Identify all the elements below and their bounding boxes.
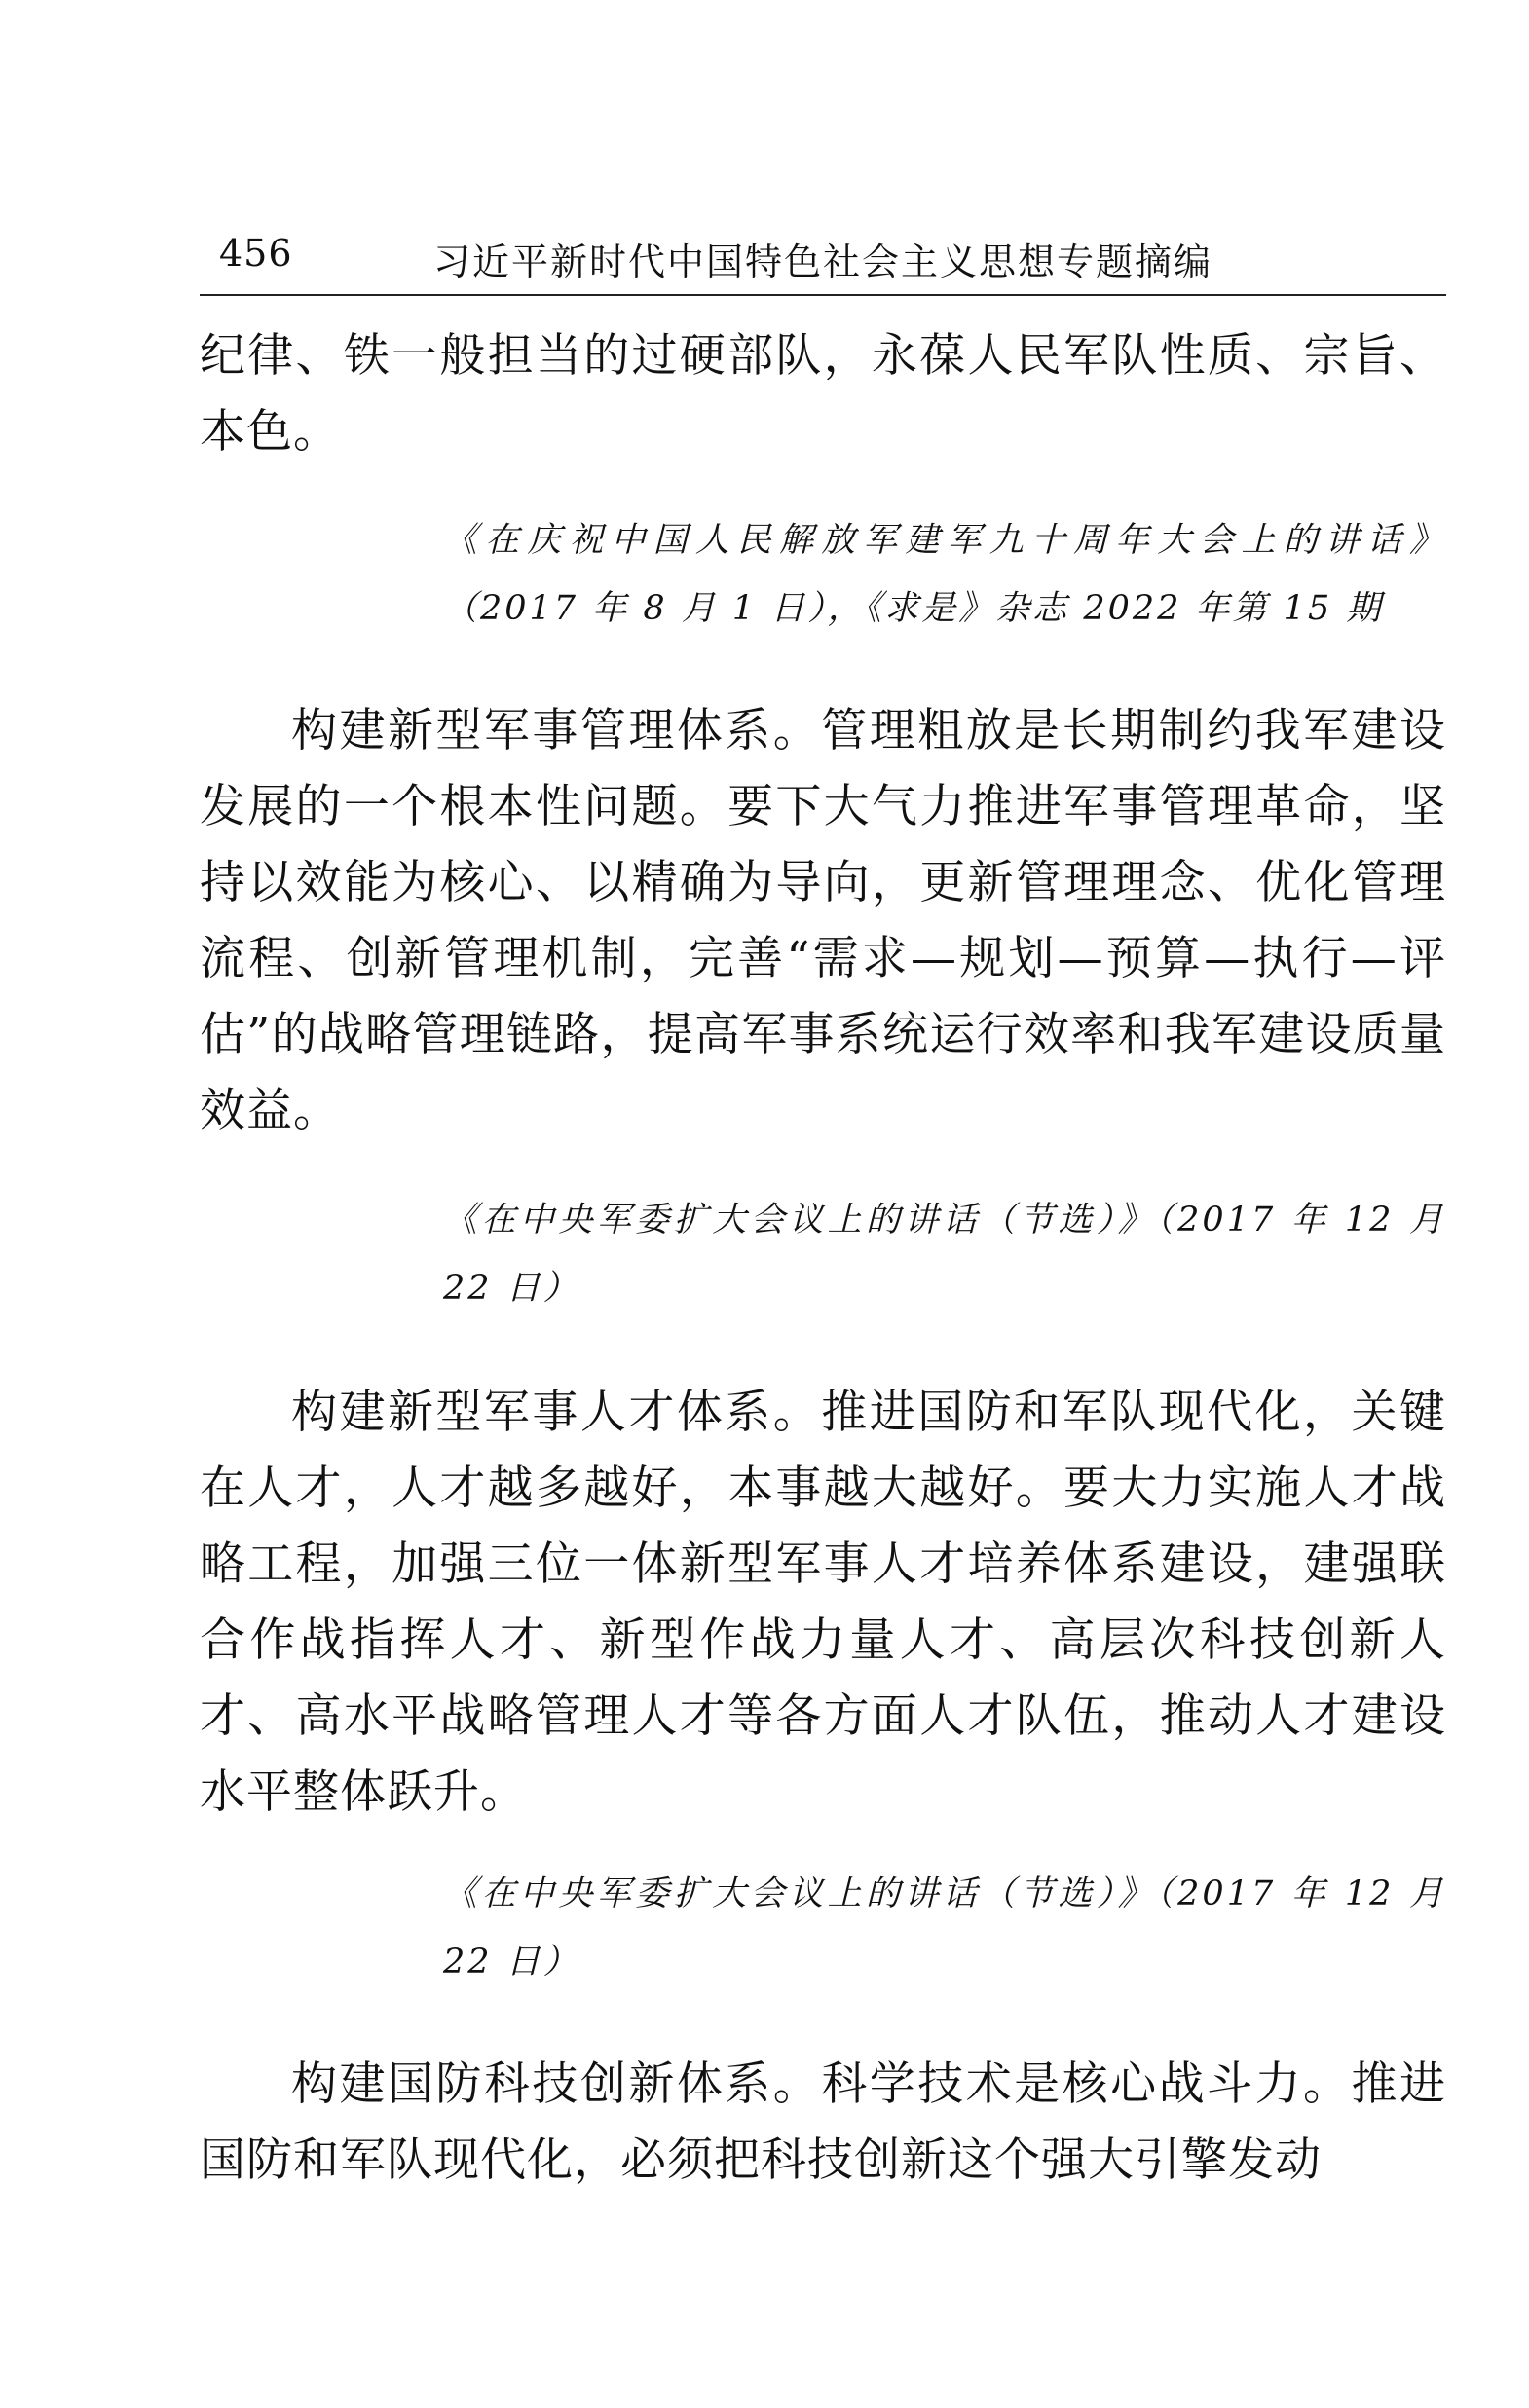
page-header: [200, 232, 1446, 292]
paragraph-military-talent: 构建新型军事人才体系。推进国防和军队现代化，关键在人才，人才越多越好，本事越大越好。要大力实施人才战略工程，加强三位一体新型军事人才培养体系建设，建强联合作战指挥人才、新型作战力量人才、高层次科技创新人才、高水平战略管理人才等各方面人才队伍，推动人才建设水平整体跃升。: [200, 1386, 1446, 1819]
page-number: 456: [219, 232, 293, 275]
source-citation: 《在中央军委扩大会议上的讲话（节选）》（2017 年 12 月 22 日）: [443, 1201, 1446, 1308]
source-citation: 《在中央军委扩大会议上的讲话（节选）》（2017 年 12 月 22 日）: [443, 1874, 1446, 1982]
paragraph-military-management: 构建新型军事管理体系。管理粗放是长期制约我军建设发展的一个根本性问题。要下大气力推进军事管理革命，坚持以效能为核心、以精确为导向，更新管理理念、优化管理流程、创新管理机制，完善“需求—规划—预算—执行—评估”的战略管理链路，提高军事系统运行效率和我军建设质量效益。: [200, 704, 1446, 1137]
paragraph-continued: 纪律、铁一般担当的过硬部队，永葆人民军队性质、宗旨、本色。: [200, 329, 1446, 459]
source-citation: 《在庆祝中国人民解放军建军九十周年大会上的讲话》（2017 年 8 月 1 日），《求是》杂志 2022 年第 15 期: [443, 521, 1446, 628]
paragraph-defense-tech: 构建国防科技创新体系。科学技术是核心战斗力。推进国防和军队现代化，必须把科技创新这个强大引擎发动: [200, 2057, 1446, 2187]
header-rule: [200, 294, 1446, 296]
running-title: 习近平新时代中国特色社会主义思想专题摘编: [433, 241, 1213, 283]
